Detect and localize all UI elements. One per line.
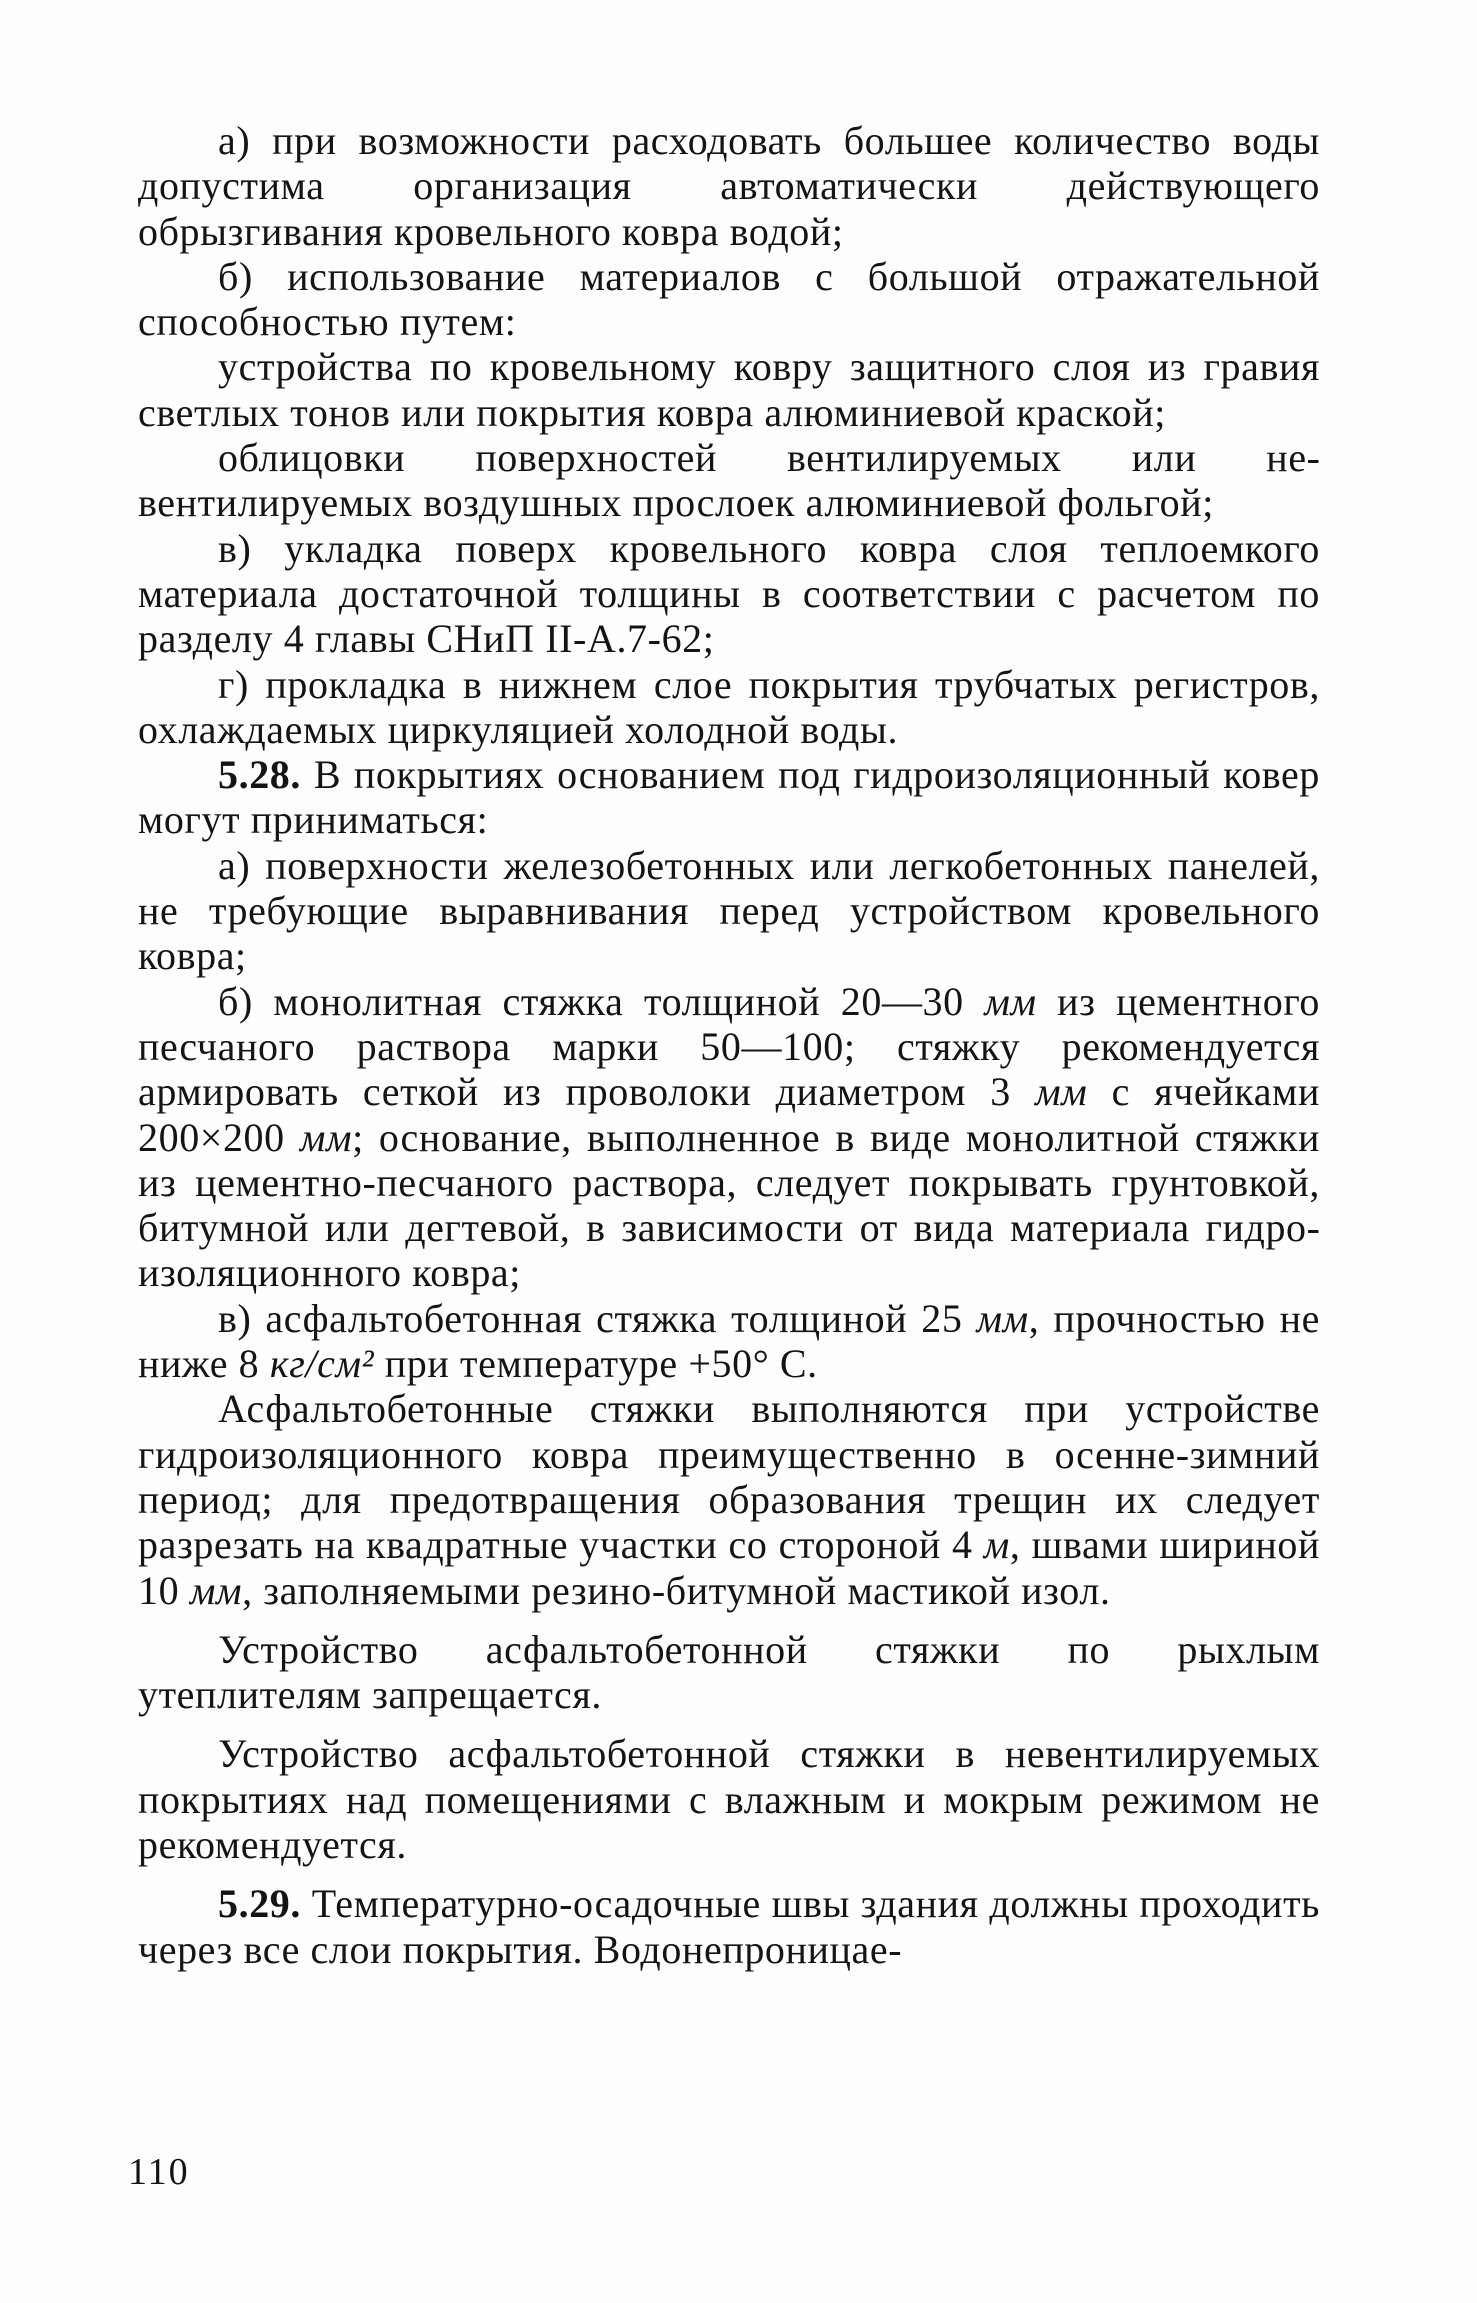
text-segment: , заполняемыми резино-битумной мастикой изол. bbox=[242, 1567, 1111, 1613]
section-5-29 bbox=[138, 1881, 1320, 1972]
paragraph-gravel-layer: устройства по кровельному ковру защитного слоя из гравия светлых тонов или покрытия ковра алюминиевой краской; bbox=[138, 344, 1320, 435]
paragraph-v-asphalt-screed bbox=[138, 1296, 1320, 1387]
text-segment: в) асфальтобетонная стяжка толщиной 25 bbox=[218, 1295, 977, 1341]
unit-mm: мм bbox=[189, 1567, 243, 1613]
paragraph-g-cooling-registers: г) прокладка в нижнем слое покрытия трубчатых регистров, охлаждаемых циркуляцией холодной воды. bbox=[138, 661, 1320, 752]
paragraph-a-concrete-panels: а) поверхности железобетонных или легкобетонных панелей, не требующие выравнивания перед устройством кровельного ковра; bbox=[138, 842, 1320, 979]
section-5-28 bbox=[138, 752, 1320, 843]
paragraph-asphalt-screeds-winter bbox=[138, 1386, 1320, 1612]
section-5-28-text: В покрытиях основанием под гидроизоляционный ковер могут приниматься: bbox=[138, 752, 1320, 843]
section-number-5-28: 5.28. bbox=[218, 752, 301, 798]
unit-kg-per-cm2: кг/см² bbox=[269, 1341, 375, 1387]
unit-mm: мм bbox=[299, 1114, 353, 1160]
unit-mm: мм bbox=[1035, 1069, 1088, 1115]
paragraph-loose-insulation-prohibited: Устройство асфальтобетонной стяжки по рыхлым утеплителям запрещается. bbox=[138, 1626, 1320, 1718]
section-number-5-29: 5.29. bbox=[218, 1881, 301, 1927]
text-segment: из цементного песчаного раствора марки 50—100; стяжку рекомендуется армировать сеткой из проволоки диаметром 3 bbox=[138, 978, 1320, 1115]
body-text bbox=[138, 118, 1320, 1972]
text-segment: Асфальтобетонные стяжки выполняются при устройстве гидроизоляционного ковра преимущественно в осенне-зимний период; для предотвращения образования трещин их следует разрезать на квадратные участки со стороной 4 bbox=[138, 1386, 1320, 1568]
paragraph-b-monolithic-screed bbox=[138, 979, 1320, 1296]
paragraph-v-heat-capacity-layer: в) укладка поверх кровельного ковра слоя теплоемкого материала достаточной толщины в соответствии с расчетом по разделу 4 главы СНиП II-А.7-62; bbox=[138, 525, 1320, 662]
paragraph-unventilated-roofs: Устройство асфальтобетонной стяжки в невентилируемых покрытиях над помещениями с влажным и мокрым режимом не рекомендуется. bbox=[138, 1731, 1320, 1867]
text-segment: , прочностью не ниже 8 bbox=[138, 1295, 1320, 1387]
unit-mm: мм bbox=[976, 1295, 1029, 1341]
text-segment: с ячейками 200×200 bbox=[138, 1069, 1320, 1160]
text-segment: , швами шириной 10 bbox=[138, 1522, 1320, 1613]
unit-mm: мм bbox=[984, 978, 1037, 1024]
unit-m: м bbox=[983, 1522, 1010, 1568]
text-segment: ; основание, выполненное в виде монолитной стяжки из цементно-песчаного раствора, следует покрывать грунтовкой, битумной или дегтевой, в зависимости от вида материала гидроизоляционного ковра; bbox=[138, 1114, 1320, 1296]
paragraph-a-water-spray: а) при возможности расходовать большее количество воды допустима организация автоматически действующего обрызгивания кровельного ковра водой; bbox=[138, 118, 1320, 254]
paragraph-b-reflective-materials: б) использование материалов с большой отражательной способностью путем: bbox=[138, 253, 1320, 345]
section-5-29-text: Температурно-осадочные швы здания должны проходить через все слои покрытия. Водонепроницае- bbox=[138, 1881, 1320, 1972]
page-number: 110 bbox=[128, 2151, 190, 2193]
paragraph-foil-facing: облицовки поверхностей вентилируемых или невентилируемых воздушных прослоек алюминиевой фольгой; bbox=[138, 435, 1320, 526]
text-segment: б) монолитная стяжка толщиной 20—30 bbox=[218, 978, 985, 1024]
text-segment: при температуре +50° С. bbox=[374, 1341, 818, 1387]
